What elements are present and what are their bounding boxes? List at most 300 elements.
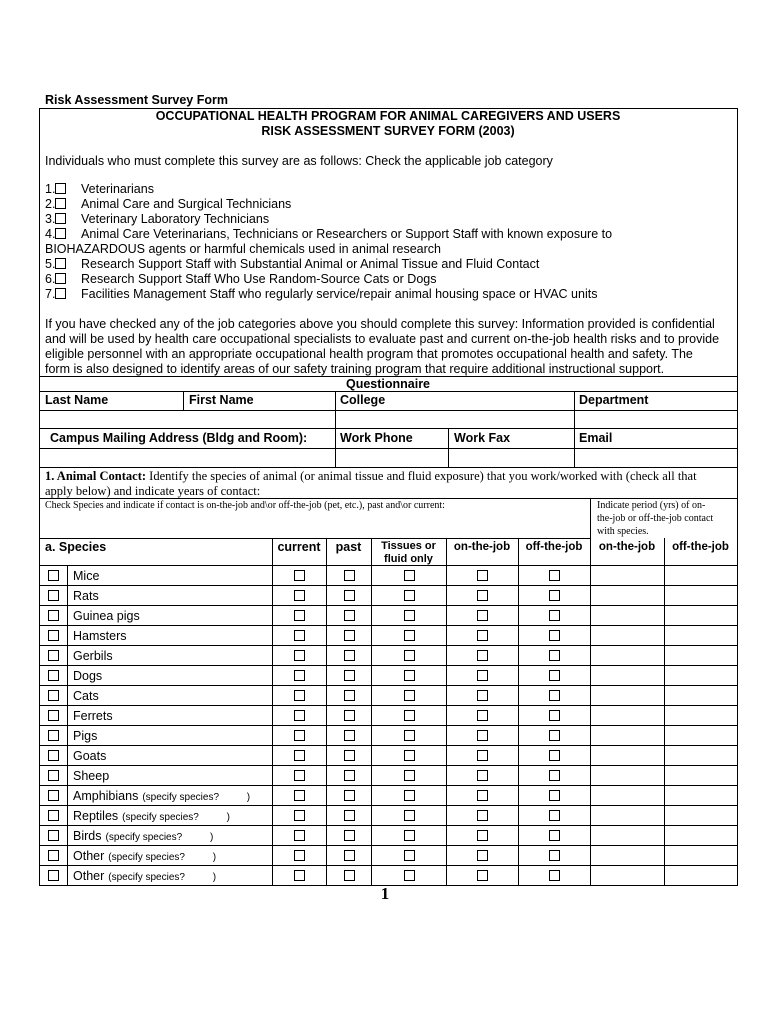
category-checkbox[interactable] xyxy=(55,228,66,239)
species-select-cell xyxy=(40,866,68,886)
category-checkbox[interactable] xyxy=(55,198,66,209)
current-checkbox[interactable] xyxy=(294,590,305,601)
off-the-job-checkbox[interactable] xyxy=(549,870,560,881)
heading-line-2: RISK ASSESSMENT SURVEY FORM (2003) xyxy=(261,124,515,138)
species-row xyxy=(40,806,738,826)
period-off-the-job-input[interactable] xyxy=(665,566,738,586)
job-category-1[interactable] xyxy=(45,182,154,197)
section-1-instructions: Check Species and indicate if contact is on-the-job and\or off-the-job (pet, etc.), past and\or current: xyxy=(45,500,445,511)
on-the-job-checkbox[interactable] xyxy=(477,770,488,781)
category-label: Research Support Staff Who Use Random-Source Cats or Dogs xyxy=(81,272,437,286)
off-the-job-checkbox[interactable] xyxy=(549,610,560,621)
past-checkbox[interactable] xyxy=(344,710,355,721)
period-off-the-job-input[interactable] xyxy=(665,626,738,646)
period-off-the-job-input[interactable] xyxy=(665,866,738,886)
divider-line xyxy=(39,428,737,429)
current-column-header: current xyxy=(277,540,321,554)
tissues-cell xyxy=(372,606,447,626)
period-on-the-job-input[interactable] xyxy=(591,566,665,586)
heading-line-1: OCCUPATIONAL HEALTH PROGRAM FOR ANIMAL CAREGIVERS AND USERS xyxy=(155,109,621,123)
on-the-job-checkbox[interactable] xyxy=(477,750,488,761)
category-label: Animal Care Veterinarians, Technicians or Researchers or Support Staff with known exposure to xyxy=(81,227,613,241)
species-row xyxy=(40,566,738,586)
species-name-cell xyxy=(68,746,273,766)
tissues-checkbox[interactable] xyxy=(404,770,415,781)
on-the-job-cell xyxy=(447,726,519,746)
species-name-cell xyxy=(68,646,273,666)
tissues-checkbox[interactable] xyxy=(404,850,415,861)
species-name-cell xyxy=(68,686,273,706)
category-checkbox[interactable] xyxy=(55,288,66,299)
job-category-5[interactable] xyxy=(45,257,540,272)
past-checkbox[interactable] xyxy=(344,810,355,821)
past-checkbox[interactable] xyxy=(344,750,355,761)
on-the-job-checkbox[interactable] xyxy=(477,610,488,621)
category-checkbox[interactable] xyxy=(55,183,66,194)
period-on-the-job-input[interactable] xyxy=(591,726,665,746)
category-label: Facilities Management Staff who regularly service/repair animal housing space or HVAC units xyxy=(81,287,598,301)
species-name: Guinea pigs xyxy=(73,608,140,623)
on-the-job-cell xyxy=(447,826,519,846)
past-cell xyxy=(327,786,372,806)
species-select-checkbox[interactable] xyxy=(48,590,59,601)
species-name-cell xyxy=(68,726,273,746)
period-on-the-job-input[interactable] xyxy=(591,586,665,606)
period-off-the-job-input[interactable] xyxy=(665,666,738,686)
on-the-job-checkbox[interactable] xyxy=(477,690,488,701)
divider-line xyxy=(39,391,737,392)
species-select-cell xyxy=(40,806,68,826)
category-number: 1. xyxy=(45,182,56,196)
period-off-the-job-input[interactable] xyxy=(665,686,738,706)
tissues-checkbox[interactable] xyxy=(404,870,415,881)
past-checkbox[interactable] xyxy=(344,590,355,601)
species-name: Goats xyxy=(73,748,107,763)
on-the-job-cell xyxy=(447,766,519,786)
past-checkbox[interactable] xyxy=(344,570,355,581)
species-select-checkbox[interactable] xyxy=(48,710,59,721)
period-off-the-job-header: off-the-job xyxy=(672,541,729,553)
species-name: Amphibians xyxy=(73,788,139,803)
species-row xyxy=(40,666,738,686)
email-label: Email xyxy=(579,431,613,445)
species-row xyxy=(40,606,738,626)
divider-line xyxy=(39,467,737,468)
species-select-checkbox[interactable] xyxy=(48,870,59,881)
tissues-column-header xyxy=(371,540,446,566)
current-checkbox[interactable] xyxy=(294,790,305,801)
column-divider xyxy=(183,391,184,410)
current-checkbox[interactable] xyxy=(294,870,305,881)
column-divider xyxy=(574,410,575,428)
species-select-checkbox[interactable] xyxy=(48,790,59,801)
off-the-job-checkbox[interactable] xyxy=(549,630,560,641)
off-the-job-cell xyxy=(519,686,591,706)
past-cell xyxy=(327,826,372,846)
off-the-job-cell xyxy=(519,666,591,686)
past-cell xyxy=(327,606,372,626)
period-on-the-job-input[interactable] xyxy=(591,666,665,686)
current-cell xyxy=(273,846,327,866)
species-select-checkbox[interactable] xyxy=(48,830,59,841)
tissues-cell xyxy=(372,566,447,586)
on-the-job-checkbox[interactable] xyxy=(477,650,488,661)
tissues-header-line-2: fluid only xyxy=(384,553,433,565)
job-category-4[interactable] xyxy=(45,227,613,242)
off-the-job-checkbox[interactable] xyxy=(549,770,560,781)
tissues-checkbox[interactable] xyxy=(404,790,415,801)
past-checkbox[interactable] xyxy=(344,630,355,641)
on-the-job-cell xyxy=(447,646,519,666)
category-number: 4. xyxy=(45,227,56,241)
tissues-cell xyxy=(372,806,447,826)
past-cell xyxy=(327,866,372,886)
current-cell xyxy=(273,726,327,746)
current-cell xyxy=(273,686,327,706)
off-the-job-checkbox[interactable] xyxy=(549,650,560,661)
specify-species-note: (specify species? ) xyxy=(142,791,251,803)
period-on-the-job-input[interactable] xyxy=(591,866,665,886)
tissues-checkbox[interactable] xyxy=(404,730,415,741)
section-1-text: Identify the species of animal (or animal tissue and fluid exposure) that you work/worked with (check all that xyxy=(149,469,697,483)
category-checkbox[interactable] xyxy=(55,213,66,224)
period-on-the-job-input[interactable] xyxy=(591,846,665,866)
period-on-the-job-input[interactable] xyxy=(591,786,665,806)
category-number: 7. xyxy=(45,287,56,301)
period-on-the-job-input[interactable] xyxy=(591,706,665,726)
period-off-the-job-input[interactable] xyxy=(665,846,738,866)
current-checkbox[interactable] xyxy=(294,710,305,721)
off-the-job-checkbox[interactable] xyxy=(549,710,560,721)
species-column-header: a. Species xyxy=(45,540,107,554)
tissues-checkbox[interactable] xyxy=(404,570,415,581)
species-select-cell xyxy=(40,666,68,686)
off-the-job-cell xyxy=(519,626,591,646)
tissues-checkbox[interactable] xyxy=(404,590,415,601)
off-the-job-checkbox[interactable] xyxy=(549,830,560,841)
species-select-cell xyxy=(40,706,68,726)
species-name-cell xyxy=(68,766,273,786)
current-checkbox[interactable] xyxy=(294,750,305,761)
off-the-job-cell xyxy=(519,806,591,826)
period-note-line-1: Indicate period (yrs) of on- xyxy=(597,500,706,511)
past-cell xyxy=(327,626,372,646)
off-the-job-cell xyxy=(519,726,591,746)
divider-line xyxy=(39,538,590,539)
tissues-checkbox[interactable] xyxy=(404,830,415,841)
name-entry-row[interactable] xyxy=(40,411,736,428)
tissues-checkbox[interactable] xyxy=(404,710,415,721)
species-row xyxy=(40,626,738,646)
species-select-cell xyxy=(40,646,68,666)
species-name: Hamsters xyxy=(73,628,127,643)
off-the-job-checkbox[interactable] xyxy=(549,730,560,741)
category-checkbox[interactable] xyxy=(55,258,66,269)
period-note-line-2: the-job or off-the-job contact xyxy=(597,513,714,524)
period-on-the-job-input[interactable] xyxy=(591,606,665,626)
off-the-job-checkbox[interactable] xyxy=(549,810,560,821)
species-select-checkbox[interactable] xyxy=(48,850,59,861)
job-category-3[interactable] xyxy=(45,212,270,227)
on-the-job-cell xyxy=(447,866,519,886)
tissues-cell xyxy=(372,866,447,886)
off-the-job-column-header: off-the-job xyxy=(525,541,583,553)
species-name-cell xyxy=(68,826,273,846)
past-checkbox[interactable] xyxy=(344,830,355,841)
period-on-the-job-input[interactable] xyxy=(591,806,665,826)
questionnaire-title: Questionnaire xyxy=(345,377,431,391)
job-category-7[interactable] xyxy=(45,287,598,302)
period-on-the-job-input[interactable] xyxy=(591,646,665,666)
tissues-cell xyxy=(372,766,447,786)
species-row xyxy=(40,766,738,786)
off-the-job-cell xyxy=(519,566,591,586)
current-checkbox[interactable] xyxy=(294,610,305,621)
species-select-cell xyxy=(40,726,68,746)
on-the-job-checkbox[interactable] xyxy=(477,850,488,861)
info-paragraph-line-2: and will be used by health care occupational specialists to evaluate past and current on-the-job health risks and to provide xyxy=(45,332,720,346)
work-phone-label: Work Phone xyxy=(340,431,413,445)
tissues-cell xyxy=(372,846,447,866)
college-label: College xyxy=(340,393,386,407)
species-name-cell xyxy=(68,786,273,806)
species-select-checkbox[interactable] xyxy=(48,750,59,761)
section-1-text-continued: apply below) and indicate years of contact: xyxy=(45,484,261,498)
period-off-the-job-input[interactable] xyxy=(665,706,738,726)
current-cell xyxy=(273,746,327,766)
current-checkbox[interactable] xyxy=(294,690,305,701)
category-label: Research Support Staff with Substantial Animal or Animal Tissue and Fluid Contact xyxy=(81,257,540,271)
species-name-cell xyxy=(68,586,273,606)
off-the-job-cell xyxy=(519,646,591,666)
off-the-job-checkbox[interactable] xyxy=(549,750,560,761)
tissues-checkbox[interactable] xyxy=(404,690,415,701)
tissues-cell xyxy=(372,646,447,666)
past-checkbox[interactable] xyxy=(344,870,355,881)
past-cell xyxy=(327,846,372,866)
period-off-the-job-input[interactable] xyxy=(665,606,738,626)
on-the-job-checkbox[interactable] xyxy=(477,710,488,721)
off-the-job-checkbox[interactable] xyxy=(549,670,560,681)
past-checkbox[interactable] xyxy=(344,730,355,741)
on-the-job-checkbox[interactable] xyxy=(477,670,488,681)
job-category-2[interactable] xyxy=(45,197,292,212)
past-cell xyxy=(327,746,372,766)
page-number: 1 xyxy=(380,884,390,903)
current-checkbox[interactable] xyxy=(294,730,305,741)
section-1-label: 1. Animal Contact: xyxy=(45,469,147,483)
current-checkbox[interactable] xyxy=(294,650,305,661)
contact-entry-row[interactable] xyxy=(40,449,736,466)
period-on-the-job-input[interactable] xyxy=(591,746,665,766)
past-cell xyxy=(327,566,372,586)
period-off-the-job-input[interactable] xyxy=(665,766,738,786)
period-off-the-job-input[interactable] xyxy=(665,786,738,806)
species-select-cell xyxy=(40,686,68,706)
species-select-checkbox[interactable] xyxy=(48,690,59,701)
off-the-job-checkbox[interactable] xyxy=(549,690,560,701)
species-name-cell xyxy=(68,666,273,686)
species-row xyxy=(40,746,738,766)
tissues-cell xyxy=(372,586,447,606)
period-on-the-job-header: on-the-job xyxy=(598,541,656,553)
on-the-job-cell xyxy=(447,666,519,686)
category-number: 2. xyxy=(45,197,56,211)
period-off-the-job-input[interactable] xyxy=(665,726,738,746)
tissues-checkbox[interactable] xyxy=(404,670,415,681)
category-checkbox[interactable] xyxy=(55,273,66,284)
info-paragraph-line-4: form is also designed to identify areas of our safety training program that require additional instructional support. xyxy=(45,362,665,376)
on-the-job-checkbox[interactable] xyxy=(477,590,488,601)
off-the-job-cell xyxy=(519,586,591,606)
on-the-job-checkbox[interactable] xyxy=(477,570,488,581)
column-divider xyxy=(574,391,575,410)
past-checkbox[interactable] xyxy=(344,690,355,701)
off-the-job-checkbox[interactable] xyxy=(549,570,560,581)
on-the-job-checkbox[interactable] xyxy=(477,830,488,841)
current-checkbox[interactable] xyxy=(294,630,305,641)
off-the-job-checkbox[interactable] xyxy=(549,790,560,801)
current-cell xyxy=(273,826,327,846)
past-cell xyxy=(327,586,372,606)
species-select-cell xyxy=(40,626,68,646)
on-the-job-checkbox[interactable] xyxy=(477,870,488,881)
current-checkbox[interactable] xyxy=(294,570,305,581)
current-cell xyxy=(273,566,327,586)
species-select-checkbox[interactable] xyxy=(48,810,59,821)
on-the-job-cell xyxy=(447,686,519,706)
current-checkbox[interactable] xyxy=(294,810,305,821)
period-on-the-job-input[interactable] xyxy=(591,626,665,646)
current-cell xyxy=(273,786,327,806)
species-table xyxy=(39,565,738,886)
tissues-cell xyxy=(372,666,447,686)
past-checkbox[interactable] xyxy=(344,650,355,661)
department-label: Department xyxy=(579,393,649,407)
off-the-job-checkbox[interactable] xyxy=(549,590,560,601)
on-the-job-cell xyxy=(447,606,519,626)
period-on-the-job-input[interactable] xyxy=(591,686,665,706)
specify-species-note: (specify species? ) xyxy=(105,831,214,843)
species-name: Pigs xyxy=(73,728,98,743)
species-select-checkbox[interactable] xyxy=(48,670,59,681)
tissues-checkbox[interactable] xyxy=(404,630,415,641)
current-cell xyxy=(273,606,327,626)
species-select-cell xyxy=(40,826,68,846)
past-checkbox[interactable] xyxy=(344,670,355,681)
past-checkbox[interactable] xyxy=(344,850,355,861)
past-cell xyxy=(327,806,372,826)
category-label: Veterinary Laboratory Technicians xyxy=(81,212,270,226)
species-select-checkbox[interactable] xyxy=(48,770,59,781)
species-select-checkbox[interactable] xyxy=(48,650,59,661)
current-cell xyxy=(273,866,327,886)
past-checkbox[interactable] xyxy=(344,610,355,621)
species-name: Ferrets xyxy=(73,708,113,723)
tissues-checkbox[interactable] xyxy=(404,810,415,821)
tissues-cell xyxy=(372,826,447,846)
current-checkbox[interactable] xyxy=(294,830,305,841)
tissues-cell xyxy=(372,726,447,746)
period-off-the-job-input[interactable] xyxy=(665,646,738,666)
species-name: Dogs xyxy=(73,668,103,683)
off-the-job-cell xyxy=(519,826,591,846)
on-the-job-checkbox[interactable] xyxy=(477,630,488,641)
off-the-job-cell xyxy=(519,786,591,806)
species-row xyxy=(40,786,738,806)
current-cell xyxy=(273,626,327,646)
species-select-cell xyxy=(40,766,68,786)
off-the-job-cell xyxy=(519,606,591,626)
tissues-checkbox[interactable] xyxy=(404,750,415,761)
on-the-job-cell xyxy=(447,706,519,726)
period-off-the-job-input[interactable] xyxy=(665,586,738,606)
category-number: 5. xyxy=(45,257,56,271)
species-select-cell xyxy=(40,746,68,766)
divider-line xyxy=(39,498,737,499)
period-off-the-job-input[interactable] xyxy=(665,826,738,846)
past-checkbox[interactable] xyxy=(344,770,355,781)
on-the-job-checkbox[interactable] xyxy=(477,810,488,821)
species-select-checkbox[interactable] xyxy=(48,570,59,581)
current-cell xyxy=(273,646,327,666)
species-select-cell xyxy=(40,786,68,806)
species-name-cell xyxy=(68,606,273,626)
current-cell xyxy=(273,586,327,606)
species-select-cell xyxy=(40,586,68,606)
category-number: 6. xyxy=(45,272,56,286)
tissues-checkbox[interactable] xyxy=(404,650,415,661)
species-select-checkbox[interactable] xyxy=(48,730,59,741)
form-top-title: Risk Assessment Survey Form xyxy=(45,93,228,107)
past-cell xyxy=(327,646,372,666)
off-the-job-checkbox[interactable] xyxy=(549,850,560,861)
period-on-the-job-input[interactable] xyxy=(591,766,665,786)
column-divider xyxy=(335,391,336,410)
current-checkbox[interactable] xyxy=(294,850,305,861)
period-on-the-job-input[interactable] xyxy=(591,826,665,846)
period-off-the-job-input[interactable] xyxy=(665,746,738,766)
species-select-checkbox[interactable] xyxy=(48,630,59,641)
on-the-job-cell xyxy=(447,846,519,866)
off-the-job-cell xyxy=(519,706,591,726)
current-checkbox[interactable] xyxy=(294,770,305,781)
job-category-6[interactable] xyxy=(45,272,437,287)
info-paragraph-line-3: eligible personnel with an appropriate occupational health program that promotes occupational health and safety. The xyxy=(45,347,693,361)
species-name: Sheep xyxy=(73,768,110,783)
on-the-job-checkbox[interactable] xyxy=(477,730,488,741)
tissues-checkbox[interactable] xyxy=(404,610,415,621)
column-divider xyxy=(335,410,336,428)
intro-text: Individuals who must complete this survey are as follows: Check the applicable job category xyxy=(45,154,553,168)
species-name-cell xyxy=(68,866,273,886)
past-checkbox[interactable] xyxy=(344,790,355,801)
species-select-cell xyxy=(40,606,68,626)
species-name-cell xyxy=(68,566,273,586)
current-checkbox[interactable] xyxy=(294,670,305,681)
species-row xyxy=(40,866,738,886)
tissues-cell xyxy=(372,746,447,766)
off-the-job-cell xyxy=(519,746,591,766)
species-select-checkbox[interactable] xyxy=(48,610,59,621)
species-name-cell xyxy=(68,706,273,726)
category-label: Animal Care and Surgical Technicians xyxy=(81,197,292,211)
on-the-job-cell xyxy=(447,586,519,606)
work-fax-label: Work Fax xyxy=(454,431,511,445)
species-row xyxy=(40,826,738,846)
on-the-job-checkbox[interactable] xyxy=(477,790,488,801)
period-off-the-job-input[interactable] xyxy=(665,806,738,826)
